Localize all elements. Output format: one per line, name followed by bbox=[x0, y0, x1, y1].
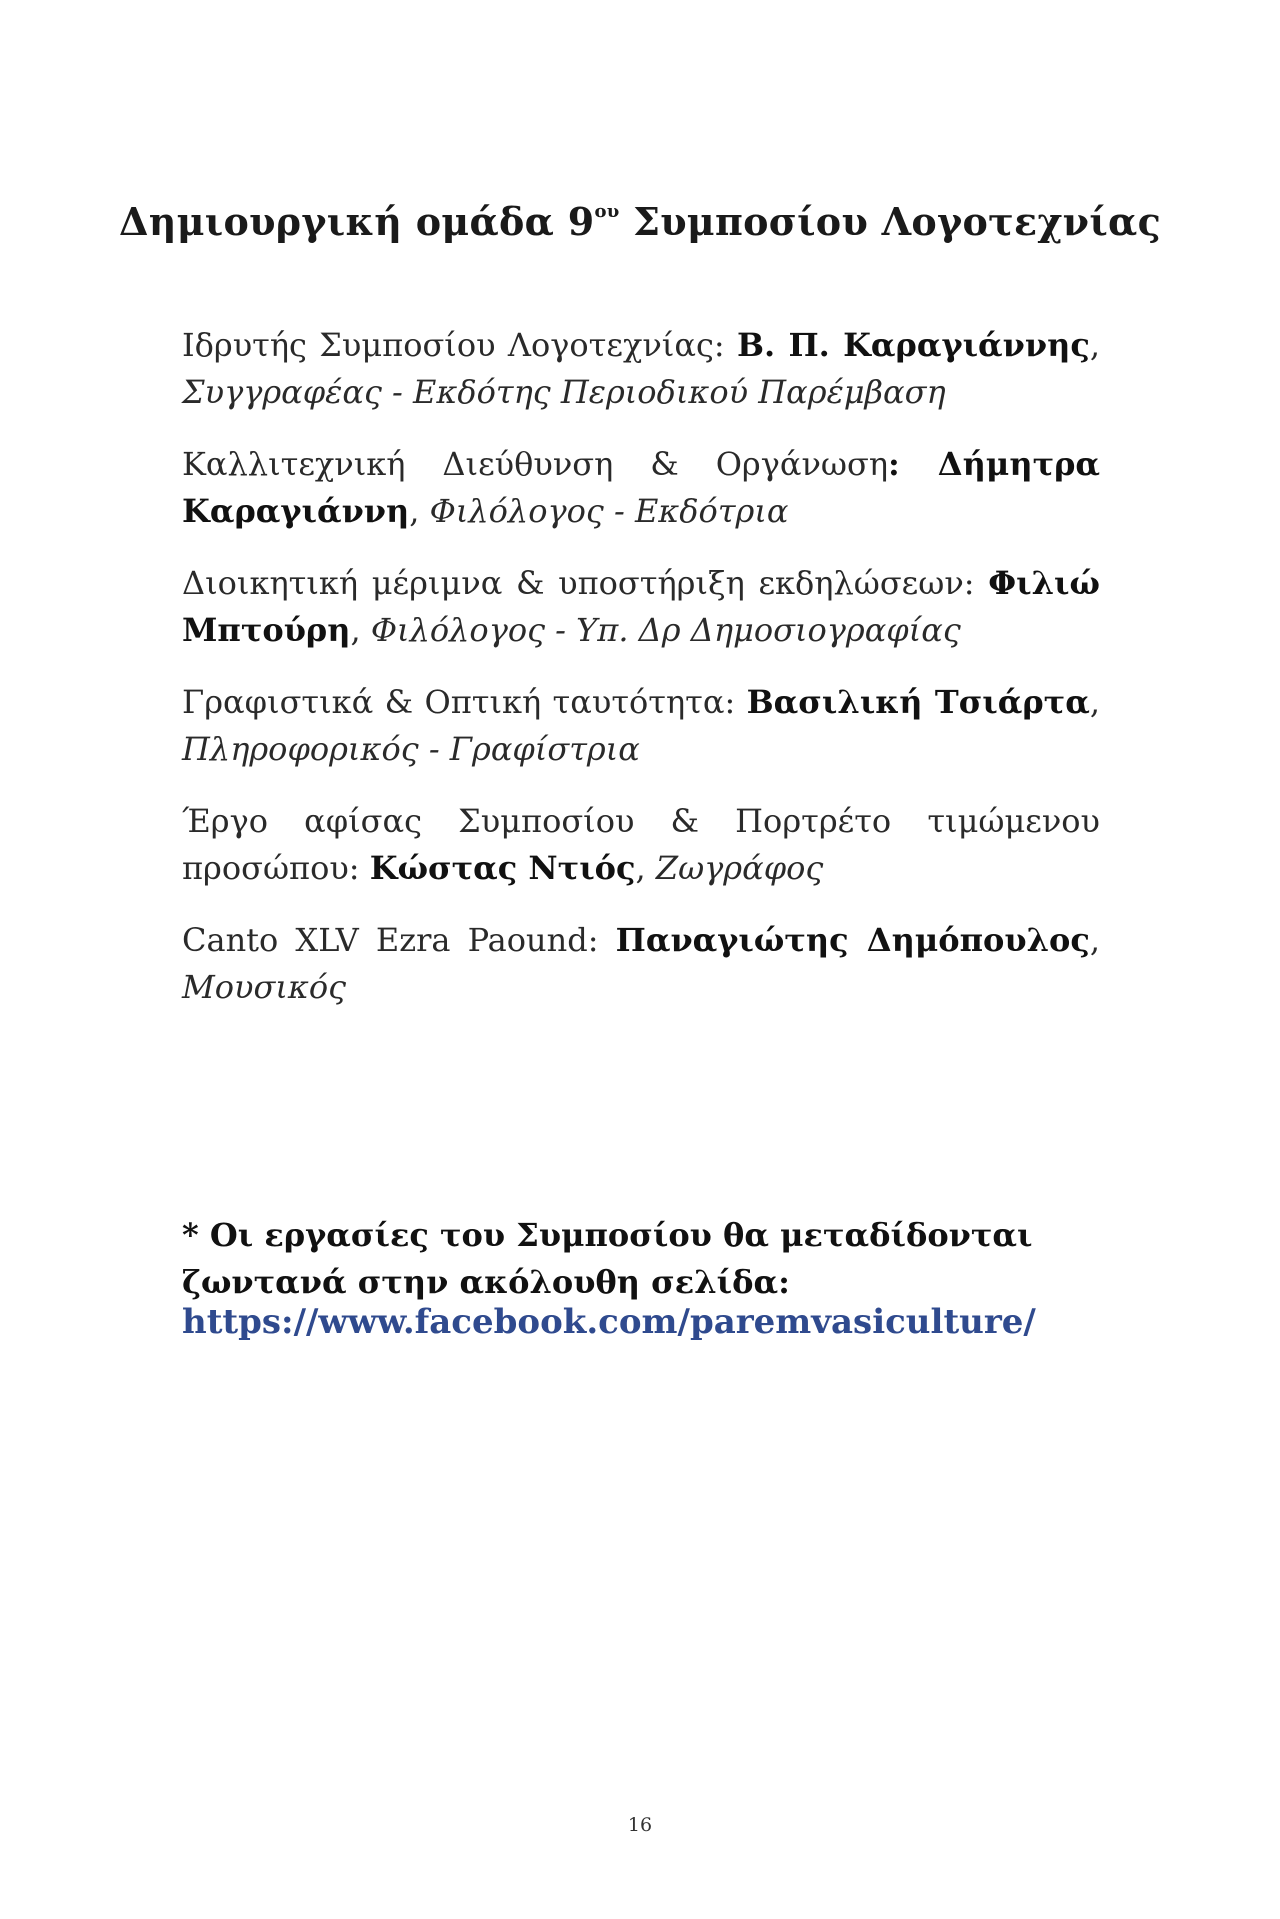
credit-entry-founder bbox=[182, 322, 1100, 416]
credit-name: Β. Π. Καραγιάννης bbox=[736, 326, 1090, 364]
credit-role: Ζωγράφος bbox=[655, 849, 824, 887]
credit-label: Διοικητική μέριμνα & υποστήριξη εκδηλώσεων: bbox=[182, 564, 989, 602]
credit-entry-music bbox=[182, 917, 1100, 1011]
page-number: 16 bbox=[627, 1814, 653, 1836]
credit-entry-artistic-direction bbox=[182, 441, 1100, 535]
credit-role: Πληροφορικός - Γραφίστρια bbox=[182, 730, 640, 768]
credit-separator: , bbox=[1089, 326, 1101, 364]
credit-colon: : bbox=[888, 445, 938, 483]
credit-name: Παναγιώτης Δημόπουλος bbox=[615, 921, 1090, 959]
credit-label: Έργο αφίσας Συμποσίου & Πορτρέτο τιμώμενου προσώπου: bbox=[182, 802, 1100, 887]
credit-separator: , bbox=[409, 492, 430, 530]
credit-separator: , bbox=[1089, 921, 1101, 959]
credit-name: Δήμητρα Καραγιάννη bbox=[182, 445, 1101, 530]
credit-label: Canto XLV Ezra Paound: bbox=[182, 921, 616, 959]
title-rest: Συμποσίου Λογοτεχνίας bbox=[619, 199, 1162, 245]
credits-list bbox=[182, 322, 1100, 1036]
credit-name: Βασιλική Τσιάρτα bbox=[746, 683, 1090, 721]
title-main: Δημιουργική ομάδα 9 bbox=[118, 199, 595, 245]
credit-separator: , bbox=[635, 849, 656, 887]
title-ordinal-suffix: ου bbox=[594, 201, 620, 223]
credit-name: Κώστας Ντιός bbox=[369, 849, 636, 887]
credit-entry-graphic-design bbox=[182, 679, 1100, 773]
credit-separator: , bbox=[1089, 683, 1101, 721]
credit-separator: , bbox=[350, 611, 371, 649]
credit-role: Μουσικός bbox=[182, 968, 347, 1006]
credit-entry-poster-artwork bbox=[182, 798, 1100, 892]
credit-role: Συγγραφέας - Εκδότης Περιοδικού Παρέμβαση bbox=[182, 373, 946, 411]
credit-role: Φιλόλογος - Εκδότρια bbox=[429, 492, 789, 530]
broadcast-note: * Οι εργασίες του Συμποσίου θα μεταδίδονται ζωντανά στην ακόλουθη σελίδα: bbox=[182, 1216, 1033, 1301]
credit-name: Φιλιώ Μπτούρη bbox=[182, 564, 1100, 649]
facebook-link[interactable]: https://www.facebook.com/paremvasiculture/ bbox=[182, 1302, 1036, 1342]
credit-label: Γραφιστικά & Οπτική ταυτότητα: bbox=[182, 683, 747, 721]
credit-role: Φιλόλογος - Υπ. Δρ Δημοσιογραφίας bbox=[370, 611, 961, 649]
page-title bbox=[0, 197, 1280, 247]
credit-label: Ιδρυτής Συμποσίου Λογοτεχνίας: bbox=[182, 326, 737, 364]
credit-entry-administrative-support bbox=[182, 560, 1100, 654]
credit-label: Καλλιτεχνική Διεύθυνση & Οργάνωση bbox=[182, 445, 889, 483]
